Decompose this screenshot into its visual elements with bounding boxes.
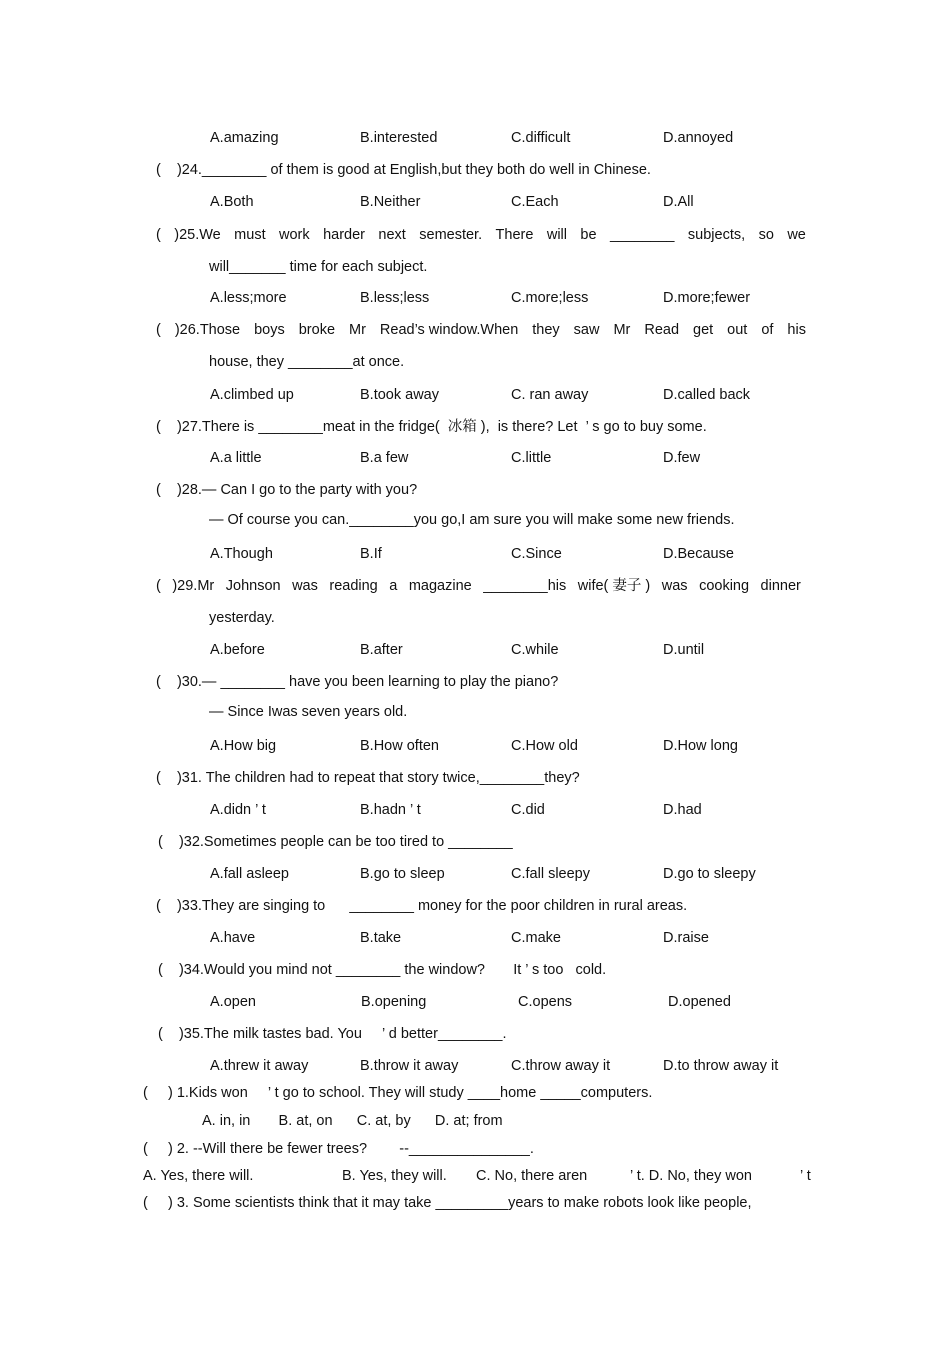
- q25-stem-continued: will_______ time for each subject.: [209, 259, 428, 275]
- q27-option-c: C.little: [511, 450, 552, 466]
- q27-option-a: A.a little: [210, 450, 262, 466]
- q28-option-c: C.Since: [511, 546, 562, 562]
- q27-option-b: B.a few: [360, 450, 409, 466]
- q25-option-c: C.more;less: [511, 290, 589, 306]
- q29-option-b: B.after: [360, 642, 403, 658]
- q28-option-d: D.Because: [663, 546, 734, 562]
- p2-q1-options: A. in, in B. at, on C. at, by D. at; from: [202, 1113, 503, 1129]
- q31-option-d: D.had: [663, 802, 702, 818]
- q28-option-a: A.Though: [210, 546, 273, 562]
- q33-option-d: D.raise: [663, 930, 709, 946]
- q30-option-d: D.How long: [663, 738, 738, 754]
- p2-q2-option-d-tail: ’ t: [800, 1168, 811, 1184]
- q26-stem: ( )26.Those boys broke Mr Read’s window.When they saw Mr Read get out of his: [156, 322, 806, 338]
- q26-option-d: D.called back: [663, 387, 751, 403]
- p2-q3-stem: ( ) 3. Some scientists think that it may take _________years to make robots look like people,: [143, 1195, 752, 1211]
- q24-option-d: D.All: [663, 194, 694, 210]
- q30-option-b: B.How often: [360, 738, 439, 754]
- q33-option-c: C.make: [511, 930, 561, 946]
- q32-option-d: D.go to sleepy: [663, 866, 756, 882]
- q26-option-a: A.climbed up: [210, 387, 294, 403]
- p2-q1-stem: ( ) 1.Kids won ’ t go to school. They will study ____home _____computers.: [143, 1085, 653, 1101]
- q24-option-a: A.Both: [210, 194, 254, 210]
- q29-stem-continued: yesterday.: [209, 610, 275, 626]
- q31-option-a: A.didn ’ t: [210, 802, 266, 818]
- q30-stem: ( )30.— ________ have you been learning to play the piano?: [156, 674, 559, 690]
- q33-option-a: A.have: [210, 930, 256, 946]
- q23-option-b: B.interested: [360, 130, 438, 146]
- q26-option-c: C. ran away: [511, 387, 589, 403]
- q34-stem: ( )34.Would you mind not ________ the window? It ’ s too cold.: [158, 962, 607, 978]
- q23-option-a: A.amazing: [210, 130, 279, 146]
- q27-stem: ( )27.There is ________meat in the fridge( 冰箱 ), is there? Let ’ s go to buy some.: [156, 419, 707, 435]
- q29-stem: ( )29.Mr Johnson was reading a magazine ________his wife( 妻子 ) was cooking dinner: [156, 578, 801, 594]
- q35-option-a: A.threw it away: [210, 1058, 309, 1074]
- q33-stem: ( )33.They are singing to ________ money for the poor children in rural areas.: [156, 898, 688, 914]
- q34-option-d: D.opened: [668, 994, 731, 1010]
- q31-stem: ( )31. The children had to repeat that story twice,________they?: [156, 770, 580, 786]
- q28-option-b: B.If: [360, 546, 382, 562]
- q26-stem-continued: house, they ________at once.: [209, 354, 405, 370]
- q31-option-c: C.did: [511, 802, 545, 818]
- q29-option-d: D.until: [663, 642, 705, 658]
- q24-option-c: C.Each: [511, 194, 559, 210]
- q29-option-a: A.before: [210, 642, 265, 658]
- q32-option-b: B.go to sleep: [360, 866, 445, 882]
- q34-option-c: C.opens: [518, 994, 573, 1010]
- q24-stem: ( )24.________ of them is good at English,but they both do well in Chinese.: [156, 162, 651, 178]
- q28-stem: ( )28.— Can I go to the party with you?: [156, 482, 418, 498]
- p2-q2-option-a: A. Yes, there will.: [143, 1168, 254, 1184]
- q25-option-a: A.less;more: [210, 290, 287, 306]
- q32-option-c: C.fall sleepy: [511, 866, 590, 882]
- q25-stem: ( )25.We must work harder next semester. There will be ________ subjects, so we: [156, 227, 806, 243]
- q23-option-c: C.difficult: [511, 130, 571, 146]
- q29-option-c: C.while: [511, 642, 559, 658]
- q32-option-a: A.fall asleep: [210, 866, 289, 882]
- p2-q2-option-d: ’ t. D. No, they won: [630, 1168, 752, 1184]
- q26-option-b: B.took away: [360, 387, 439, 403]
- q23-option-d: D.annoyed: [663, 130, 734, 146]
- p2-q2-option-b: B. Yes, they will.: [342, 1168, 447, 1184]
- q35-option-d: D.to throw away it: [663, 1058, 779, 1074]
- q32-stem: ( )32.Sometimes people can be too tired to ________: [158, 834, 513, 850]
- q25-option-b: B.less;less: [360, 290, 430, 306]
- q24-option-b: B.Neither: [360, 194, 421, 210]
- p2-q2-stem: ( ) 2. --Will there be fewer trees? --_______________.: [143, 1141, 534, 1157]
- q30-stem-continued: — Since Iwas seven years old.: [209, 704, 408, 720]
- q30-option-a: A.How big: [210, 738, 277, 754]
- q33-option-b: B.take: [360, 930, 402, 946]
- p2-q2-option-c: C. No, there aren: [476, 1168, 588, 1184]
- q28-stem-continued: — Of course you can.________you go,I am sure you will make some new friends.: [209, 512, 735, 528]
- q34-option-b: B.opening: [361, 994, 427, 1010]
- q25-option-d: D.more;fewer: [663, 290, 751, 306]
- q31-option-b: B.hadn ’ t: [360, 802, 421, 818]
- q35-option-c: C.throw away it: [511, 1058, 611, 1074]
- q35-stem: ( )35.The milk tastes bad. You ’ d better________.: [158, 1026, 507, 1042]
- q30-option-c: C.How old: [511, 738, 578, 754]
- q34-option-a: A.open: [210, 994, 256, 1010]
- q27-option-d: D.few: [663, 450, 701, 466]
- q35-option-b: B.throw it away: [360, 1058, 459, 1074]
